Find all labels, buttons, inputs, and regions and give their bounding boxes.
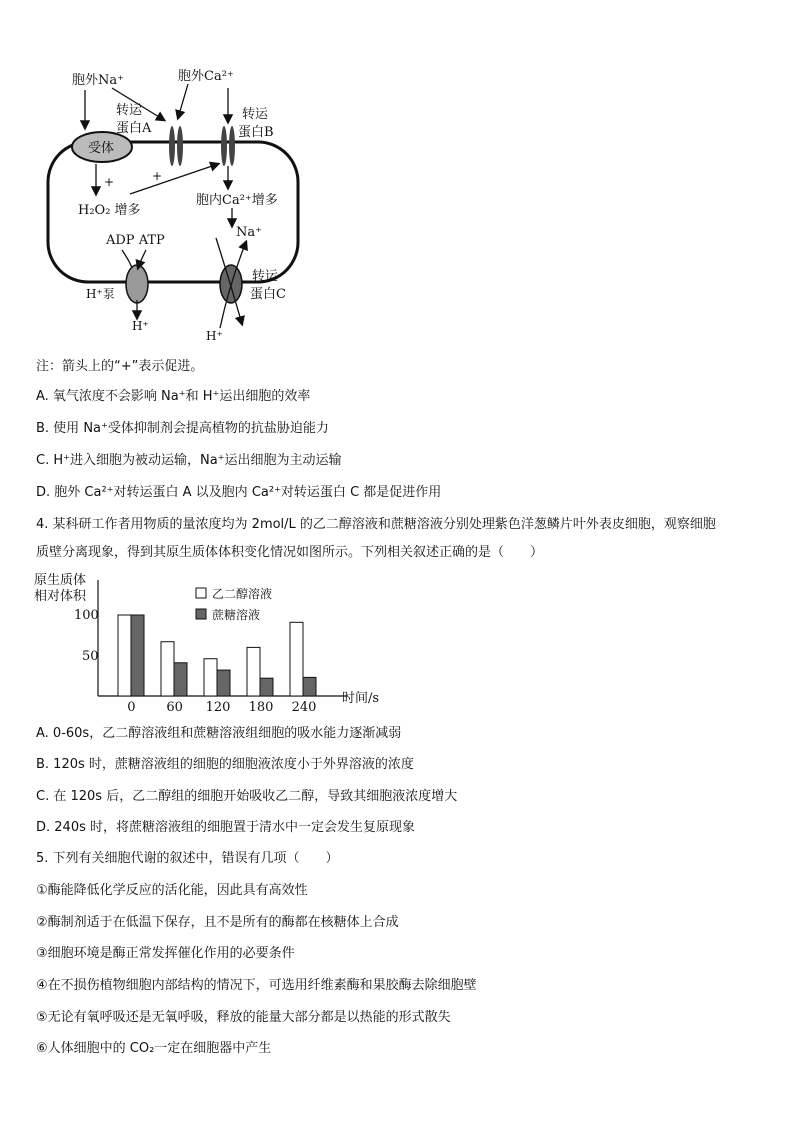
h2o2-label: H₂O₂ 增多 (78, 203, 141, 218)
chart-ylabel-2: 相对体积 (34, 589, 87, 604)
arrow-atp-curve (138, 250, 146, 268)
q3-option-d: D. 胞外 Ca²⁺对转运蛋白 A 以及胞内 Ca²⁺对转运蛋白 C 都是促进作用 (36, 485, 442, 500)
q4-stem-1: 4. 某科研工作者用物质的量浓度均为 2mol/L 的乙二醇溶液和蔗糖溶液分别处理紫色洋葱鳞片叶外表皮细胞，观察细胞 (36, 517, 716, 532)
q5-item-2: ②酶制剂适于在低温下保存，且不是所有的酶都在核糖体上合成 (36, 915, 399, 930)
plus-label-1: + (104, 175, 115, 189)
bar-ethylene-glycol-240 (290, 622, 303, 696)
q4-option-c: C. 在 120s 后，乙二醇组的细胞开始吸收乙二醇，导致其细胞液浓度增大 (36, 789, 458, 804)
adp-atp-label: ADP ATP (106, 233, 165, 248)
arrow-ca-transporter-a (178, 84, 188, 118)
protoplast-volume-chart (30, 572, 410, 712)
bar-sucrose-0 (131, 615, 144, 696)
chart-xtick-120: 120 (205, 700, 231, 712)
bar-ethylene-glycol-180 (247, 647, 260, 696)
h-pump (126, 265, 148, 303)
q5-item-6: ⑥人体细胞中的 CO₂一定在细胞器中产生 (36, 1041, 272, 1056)
chart-ylabel-1: 原生质体 (34, 573, 87, 588)
na-in-label: Na⁺ (236, 225, 262, 240)
plus-label-2: + (152, 169, 163, 183)
bar-ethylene-glycol-0 (118, 615, 131, 696)
h-pump-label: H⁺泵 (86, 287, 115, 301)
legend-swatch-sucrose (196, 609, 206, 619)
transporter-a-label-1: 转运 (116, 103, 143, 118)
chart-ytick-100: 100 (74, 608, 99, 623)
q5-item-4: ④在不损伤植物细胞内部结构的情况下，可选用纤维素酶和果胶酶去除细胞壁 (36, 978, 477, 993)
legend-label-ethylene-glycol: 乙二醇溶液 (212, 587, 273, 601)
chart-xtick-240: 240 (291, 700, 317, 712)
arrow-atp-to-adp (122, 250, 132, 268)
transporter-c-label-1: 转运 (252, 269, 279, 284)
bar-ethylene-glycol-120 (204, 659, 217, 696)
chart-xlabel: 时间/s (342, 691, 380, 706)
transporter-a (169, 126, 175, 166)
ca-out-label: 胞外Ca²⁺ (178, 69, 234, 84)
q3-option-a: A. 氧气浓度不会影响 Na⁺和 H⁺运出细胞的效率 (36, 389, 311, 404)
na-out-label: 胞外Na⁺ (72, 73, 124, 88)
chart-ytick-50: 50 (82, 649, 99, 664)
ca-in-label: 胞内Ca²⁺增多 (196, 193, 278, 208)
q5-stem: 5. 下列有关细胞代谢的叙述中，错误有几项（ ） (36, 851, 339, 866)
ion-transport-diagram (40, 62, 320, 352)
bar-sucrose-240 (303, 677, 316, 696)
legend-swatch-ethylene-glycol (196, 588, 206, 598)
q3-option-c: C. H⁺进入细胞为被动运输，Na⁺运出细胞为主动运输 (36, 453, 342, 468)
transporter-c-label-2: 蛋白C (250, 287, 286, 302)
transporter-a-label-2: 蛋白A (116, 121, 152, 136)
transporter-a-part (177, 126, 183, 166)
bar-sucrose-60 (174, 663, 187, 696)
h-out-label-1: H⁺ (132, 319, 149, 333)
q4-option-a: A. 0-60s，乙二醇溶液组和蔗糖溶液组细胞的吸水能力逐渐减弱 (36, 726, 402, 741)
q3-option-b: B. 使用 Na⁺受体抑制剂会提高植物的抗盐胁迫能力 (36, 421, 329, 436)
chart-xtick-60: 60 (166, 700, 183, 712)
chart-xtick-180: 180 (248, 700, 274, 712)
legend-label-sucrose: 蔗糖溶液 (212, 608, 261, 622)
receptor-label: 受体 (88, 141, 115, 156)
transporter-b (221, 126, 227, 166)
transporter-b-label-1: 转运 (242, 107, 269, 122)
q5-item-5: ⑤无论有氧呼吸还是无氧呼吸，释放的能量大部分都是以热能的形式散失 (36, 1010, 451, 1025)
bar-sucrose-120 (217, 670, 230, 696)
q3-note: 注：箭头上的“+”表示促进。 (36, 359, 204, 374)
q4-stem-2: 质壁分离现象，得到其原生质体体积变化情况如图所示。下列相关叙述正确的是（ ） (36, 545, 544, 560)
bar-sucrose-180 (260, 678, 273, 696)
q4-option-d: D. 240s 时，将蔗糖溶液组的细胞置于清水中一定会发生复原现象 (36, 820, 415, 835)
h-out-label-2: H⁺ (206, 329, 223, 343)
q4-option-b: B. 120s 时，蔗糖溶液组的细胞的细胞液浓度小于外界溶液的浓度 (36, 757, 414, 772)
transporter-b-label-2: 蛋白B (238, 125, 274, 140)
bar-ethylene-glycol-60 (161, 642, 174, 696)
arrow-h2o2-transporter-b (130, 164, 218, 194)
chart-xtick-0: 0 (127, 700, 136, 712)
q5-item-1: ①酶能降低化学反应的活化能，因此具有高效性 (36, 883, 308, 898)
q5-item-3: ③细胞环境是酶正常发挥催化作用的必要条件 (36, 946, 295, 961)
transporter-b-part (229, 126, 235, 166)
